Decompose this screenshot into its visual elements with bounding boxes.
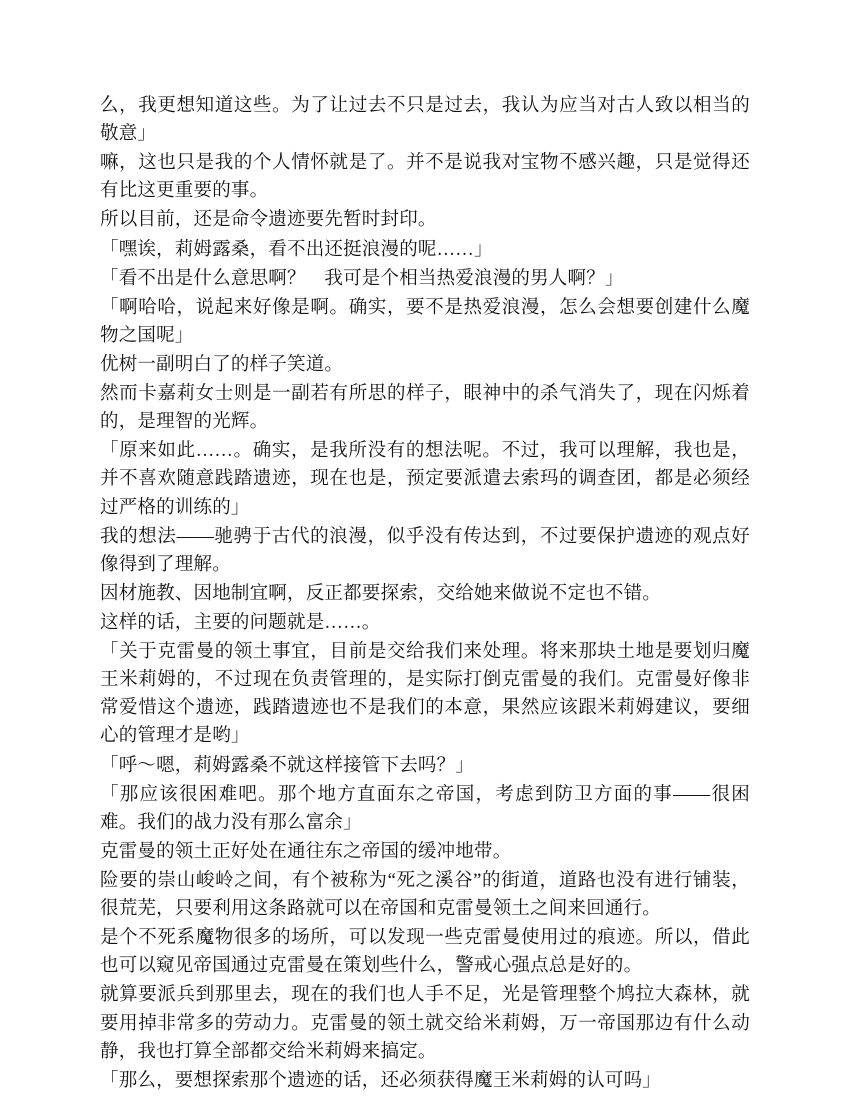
paragraph: 险要的崇山峻岭之间，有个被称为“死之溪谷”的街道，道路也没有进行铺装，很荒芜，只要利用这条路就可以在帝国和克雷曼领土之间来回通行。 (100, 870, 750, 920)
paragraph: 是个不死系魔物很多的场所，可以发现一些克雷曼使用过的痕迹。所以，借此也可以窥见帝国通过克雷曼在策划些什么，警戒心强点总是好的。 (100, 928, 750, 977)
paragraph: 这样的话，主要的问题就是……。 (100, 612, 381, 633)
paragraph: 「那应该很困难吧。那个地方直面东之帝国，考虑到防卫方面的事——很困难。我们的战力没有那么富余」 (100, 784, 750, 833)
paragraph: 因材施教、因地制宜啊，反正都要探索，交给她来做说不定也不错。 (100, 583, 662, 604)
paragraph: 然而卡嘉莉女士则是一副若有所思的样子，眼神中的杀气消失了，现在闪烁着的，是理智的光辉。 (100, 384, 750, 433)
paragraph: 「呼～嗯，莉姆露桑不就这样接管下去吗？」 (100, 755, 475, 776)
paragraph: 「嘿诶，莉姆露桑，看不出还挺浪漫的呢……」 (100, 239, 493, 260)
paragraph: 所以目前，还是命令遗迹要先暂时封印。 (100, 210, 437, 231)
paragraph: 「看不出是什么意思啊？ 我可是个相当热爱浪漫的男人啊？」 (100, 268, 624, 289)
paragraph: 克雷曼的领土正好处在通往东之帝国的缓冲地带。 (100, 841, 512, 862)
paragraph: 「原来如此……。确实，是我所没有的想法呢。不过，我可以理解，我也是，并不喜欢随意践踏遗迹，现在也是，预定要派遣去索玛的调查团，都是必须经过严格的训练的」 (100, 441, 750, 518)
paragraph: 就算要派兵到那里去，现在的我们也人手不足，光是管理整个鸠拉大森林，就要用掉非常多的劳动力。克雷曼的领土就交给米莉姆，万一帝国那边有什么动静，我也打算全部都交给米莉姆来搞定。 (100, 985, 750, 1062)
paragraph: 我的想法——驰骋于古代的浪漫，似乎没有传达到，不过要保护遗迹的观点好像得到了理解。 (100, 526, 750, 575)
paragraph: 「那么，要想探索那个遗迹的话，还必须获得魔王米莉姆的认可吗」 (100, 1070, 662, 1091)
paragraph: 么，我更想知道这些。为了让过去不只是过去，我认为应当对古人致以相当的敬意」 (100, 96, 750, 145)
paragraph: 「关于克雷曼的领土事宜，目前是交给我们来处理。将来那块土地是要划归魔王米莉姆的，不过现在负责管理的，是实际打倒克雷曼的我们。克雷曼好像非常爱惜这个遗迹，践踏遗迹也不是我们的本意，果然应该跟米莉姆建议，要细心的管理才是哟」 (100, 642, 750, 747)
paragraph: 优树一副明白了的样子笑道。 (100, 354, 344, 375)
document-body (100, 92, 750, 1095)
paragraph: 「啊哈哈，说起来好像是啊。确实，要不是热爱浪漫，怎么会想要创建什么魔物之国呢」 (100, 297, 750, 346)
paragraph: 嘛，这也只是我的个人情怀就是了。并不是说我对宝物不感兴趣，只是觉得还有比这更重要的事。 (100, 153, 750, 202)
